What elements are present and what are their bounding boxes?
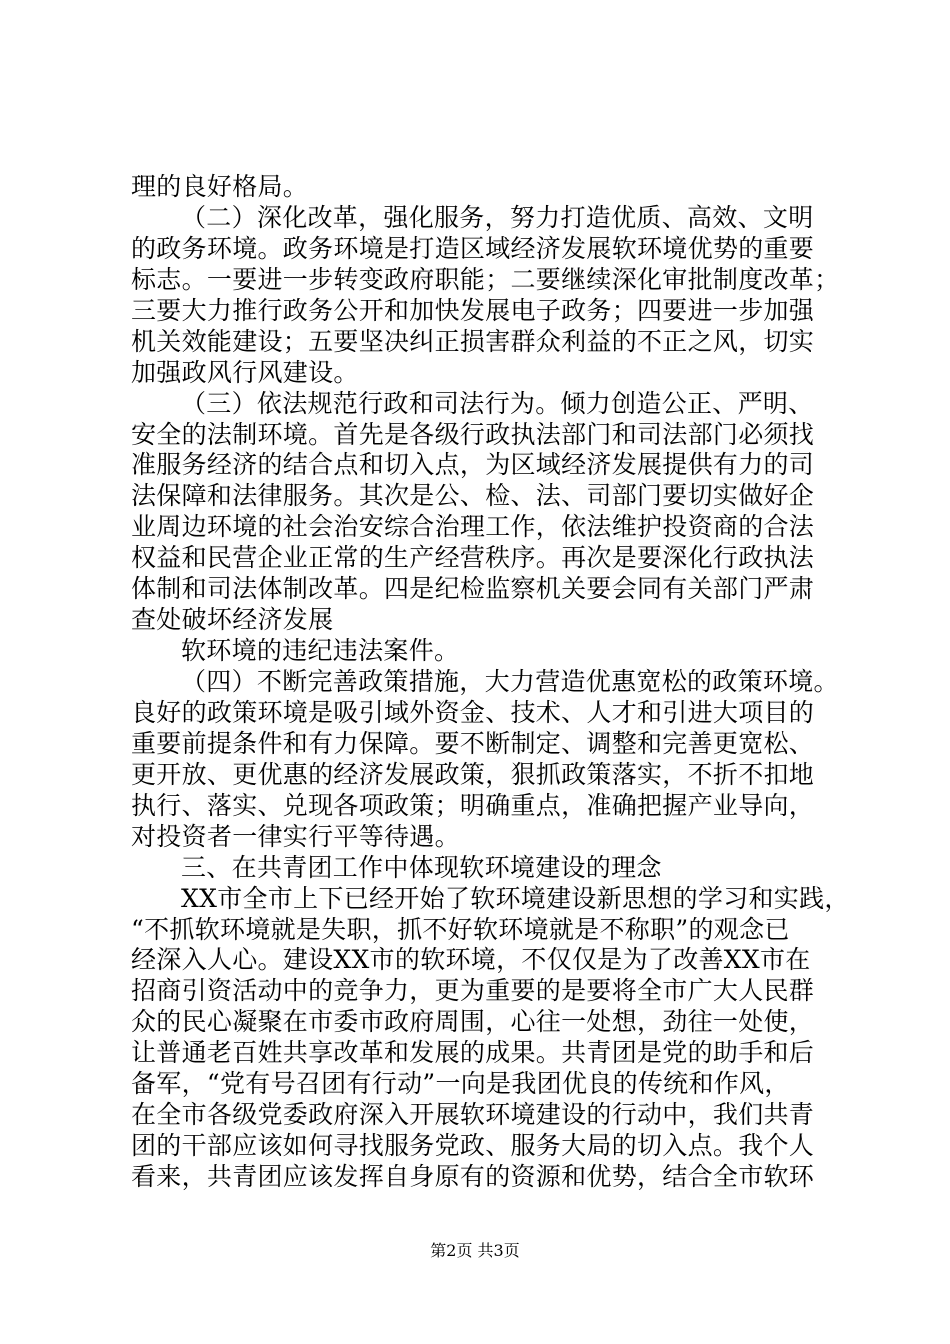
text-line: 让普通老百姓共享改革和发展的成果。共青团是党的助手和后 [131, 1038, 815, 1067]
text-line: “不抓软环境就是失职，抓不好软环境就是不称职”的观念已 [131, 915, 790, 944]
text-line: 软环境的违纪违法案件。 [181, 636, 460, 665]
text-line: 权益和民营企业正常的生产经营秩序。再次是要深化行政执法 [131, 543, 815, 572]
text-line: （二）深化改革，强化服务，努力打造优质、高效、文明 [181, 203, 814, 232]
text-line: 查处破坏经济发展 [131, 605, 334, 634]
text-line: 招商引资活动中的竞争力，更为重要的是要将全市广大人民群 [131, 976, 815, 1005]
text-line: 法保障和法律服务。其次是公、检、法、司部门要切实做好企 [131, 481, 815, 510]
text-line: 加强政风行风建设。 [131, 358, 359, 387]
text-line: （三）依法规范行政和司法行为。倾力创造公正、严明、 [181, 389, 814, 418]
text-line: 机关效能建设；五要坚决纠正损害群众利益的不正之风，切实 [131, 327, 815, 356]
text-line: 的政务环境。政务环境是打造区域经济发展软环境优势的重要 [131, 234, 815, 263]
text-line: 体制和司法体制改革。四是纪检监察机关要会同有关部门严肃 [131, 574, 815, 603]
text-line: XX市全市上下已经开始了软环境建设新思想的学习和实践， [181, 884, 850, 913]
text-line: 准服务经济的结合点和切入点，为区域经济发展提供有力的司 [131, 450, 815, 479]
page-footer: 第2页 共3页 [430, 1241, 520, 1260]
text-line: 看来，共青团应该发挥自身原有的资源和优势，结合全市软环 [131, 1162, 815, 1191]
text-line: 三要大力推行政务公开和加快发展电子政务；四要进一步加强 [131, 296, 815, 325]
text-line: 众的民心凝聚在市委市政府周围，心往一处想，劲往一处使， [131, 1007, 815, 1036]
text-line: （四）不断完善政策措施，大力营造优惠宽松的政策环境。 [181, 667, 839, 696]
text-line: 良好的政策环境是吸引域外资金、技术、人才和引进大项目的 [131, 698, 815, 727]
text-line: 执行、落实、兑现各项政策；明确重点，准确把握产业导向， [131, 791, 815, 820]
text-line: 业周边环境的社会治安综合治理工作，依法维护投资商的合法 [131, 512, 815, 541]
text-line: 重要前提条件和有力保障。要不断制定、调整和完善更宽松、 [131, 729, 815, 758]
section-heading: 三、在共青团工作中体现软环境建设的理念 [181, 853, 662, 882]
text-line: 理的良好格局。 [131, 172, 309, 201]
text-line: 更开放、更优惠的经济发展政策，狠抓政策落实，不折不扣地 [131, 760, 815, 789]
text-line: 备军，“党有号召团有行动”一向是我团优良的传统和作风， [131, 1069, 790, 1098]
text-line: 团的干部应该如何寻找服务党政、服务大局的切入点。我个人 [131, 1131, 815, 1160]
text-line: 对投资者一律实行平等待遇。 [131, 822, 460, 851]
text-line: 在全市各级党委政府深入开展软环境建设的行动中，我们共青 [131, 1100, 815, 1129]
text-line: 安全的法制环境。首先是各级行政执法部门和司法部门必须找 [131, 420, 815, 449]
text-line: 标志。一要进一步转变政府职能；二要继续深化审批制度改革； [131, 265, 840, 294]
text-line: 经深入人心。建设XX市的软环境，不仅仅是为了改善XX市在 [131, 945, 811, 974]
